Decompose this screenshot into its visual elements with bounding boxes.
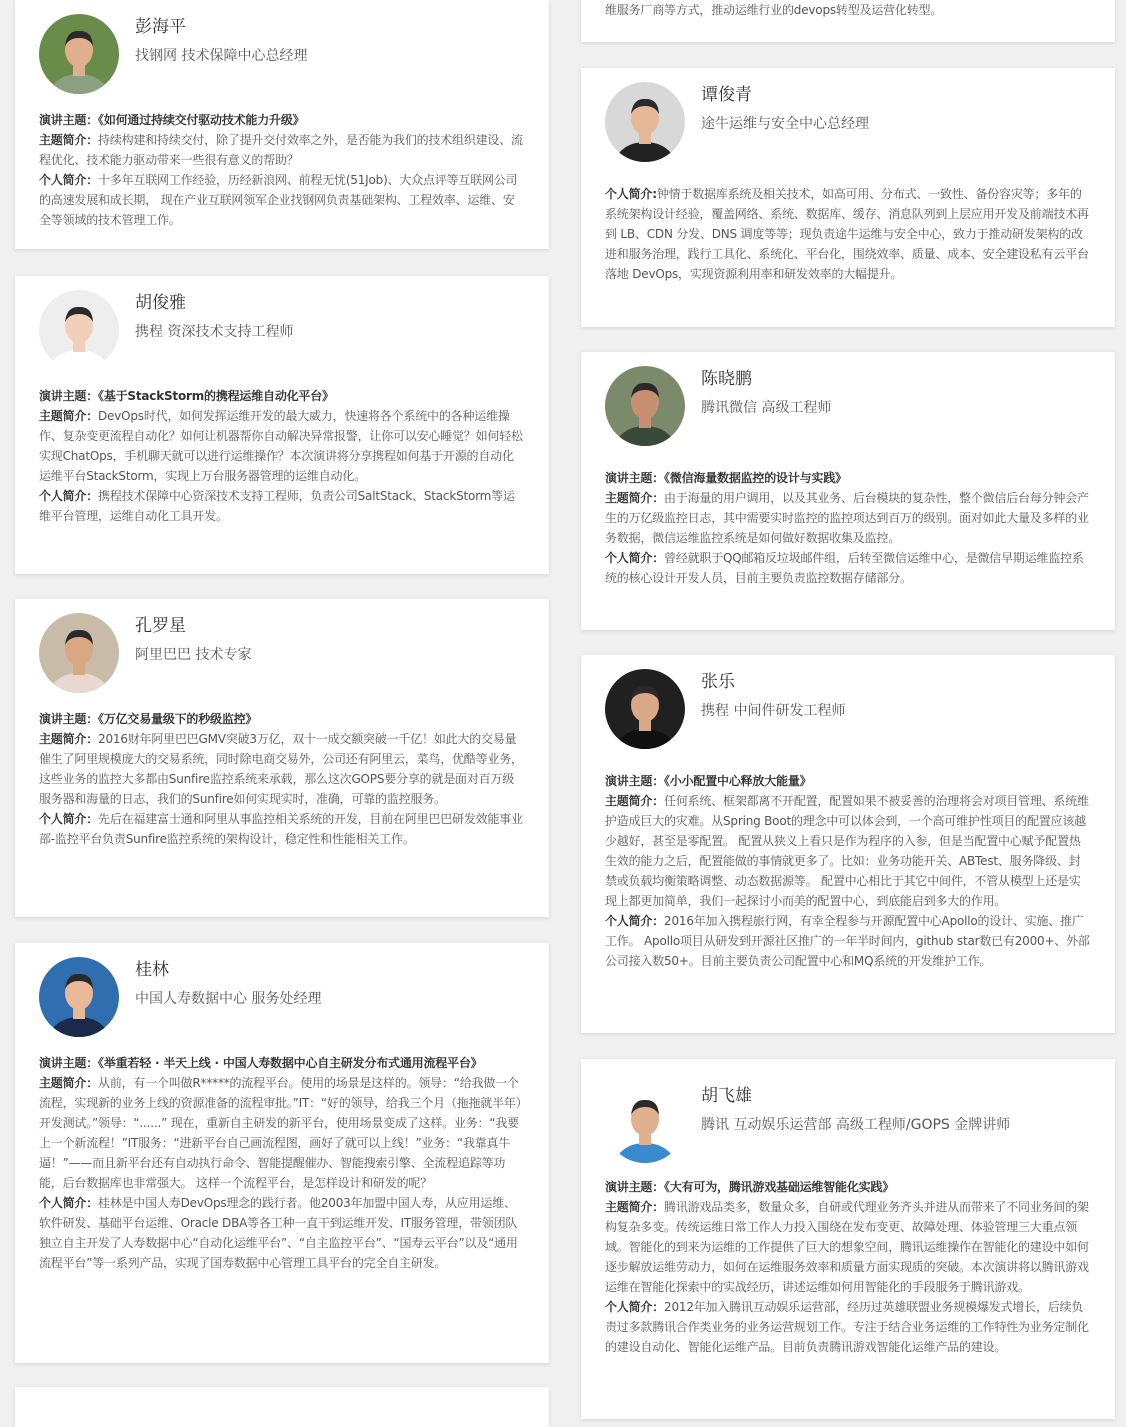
avatar bbox=[39, 290, 119, 370]
speaker-card bbox=[15, 599, 549, 917]
speaker-bio: 桂林是中国人寿DevOps理念的践行者。他2003年加盟中国人寿，从应用运维、软件研发、基础平台运维、Oracle DBA等各工种一直干到运维开发、IT服务管理，带领团队独立自主开发了人寿数据中心“自动化运维平台”、“自主监控平台”、“国寿云平台”以及“通用流程平台”等一系列产品，实现了国寿数据中心管理工具平台的完全自主研发。 bbox=[39, 1196, 518, 1270]
speaker-body bbox=[39, 709, 525, 849]
speaker-card-partial bbox=[15, 1387, 549, 1427]
speaker-card-tail bbox=[581, 0, 1115, 42]
avatar bbox=[39, 14, 119, 94]
speaker-body bbox=[39, 1053, 525, 1273]
talk-summary: 由于海量的用户调用，以及其业务、后台模块的复杂性，整个微信后台每分钟会产生的万亿级监控日志，其中需要实时监控的监控项达到百万的级别。面对如此大量及多样的业务数据，微信运维监控系统是如何做好数据收集及监控。 bbox=[605, 491, 1089, 545]
speaker-card bbox=[581, 655, 1115, 1033]
speaker-body bbox=[39, 386, 525, 526]
summary-label: 主题简介： bbox=[39, 409, 99, 423]
person-portrait-icon bbox=[605, 82, 685, 162]
bio-label: 个人简介： bbox=[605, 1300, 665, 1314]
speaker-body bbox=[605, 468, 1091, 588]
talk-summary: DevOps时代，如何发挥运维开发的最大威力，快速将各个系统中的各种运维操作、复杂变更流程自动化？如何让机器帮你自动解决异常报警，让你可以安心睡觉？如何轻松实现ChatOps，手机聊天就可以进行运维操作？本次演讲将分享携程如何基于开源的自动化运维平台StackStorm，实现上万台服务器管理的运维自动化。 bbox=[39, 409, 523, 483]
bio-label: 个人简介: bbox=[605, 187, 657, 201]
speaker-bio: 先后在福建富士通和阿里从事监控相关系统的开发，目前在阿里巴巴研发效能事业部-监控平台负责Sunfire监控系统的架构设计，稳定性和性能相关工作。 bbox=[39, 812, 523, 846]
speaker-card bbox=[581, 352, 1115, 630]
speaker-bio: 曾经就职于QQ邮箱反垃圾邮件组，后转至微信运维中心，是微信早期运维监控系统的核心设计开发人员，目前主要负责监控数据存储部分。 bbox=[605, 551, 1084, 585]
speaker-header bbox=[39, 290, 525, 386]
talk-topic: 《如何通过持续交付驱动技术能力升级》 bbox=[98, 113, 305, 127]
speaker-card bbox=[15, 943, 549, 1363]
avatar bbox=[39, 957, 119, 1037]
speaker-card bbox=[581, 68, 1115, 327]
avatar bbox=[605, 1083, 685, 1163]
speaker-body bbox=[605, 1177, 1091, 1357]
person-portrait-icon bbox=[39, 613, 119, 693]
bio-label: 个人简介： bbox=[39, 489, 99, 503]
summary-label: 主题简介： bbox=[39, 1076, 99, 1090]
talk-topic: 《基于StackStorm的携程运维自动化平台》 bbox=[98, 389, 334, 403]
speaker-bio-tail: 维服务厂商等方式，推动运维行业的devops转型及运营化转型。 bbox=[605, 3, 943, 17]
talk-summary: 2016财年阿里巴巴GMV突破3万亿，双十一成交额突破一千亿！如此大的交易量催生了阿里规模庞大的交易系统，同时除电商交易外，公司还有阿里云，菜鸟，优酷等业务，这些业务的监控大多都由Sunfire监控系统来承载，那么这次GOPS要分享的就是面对百万级服务器和海量的日志，我们的Sunfire如何实现实时，准确，可靠的监控服务。 bbox=[39, 732, 523, 806]
speaker-bio: 携程技术保障中心资深技术支持工程师，负责公司SaltStack、StackStorm等运维平台管理，运维自动化工具开发。 bbox=[39, 489, 515, 523]
summary-label: 主题简介： bbox=[605, 1200, 665, 1214]
topic-label: 演讲主题： bbox=[39, 712, 99, 726]
talk-topic: 《小小配置中心释放大能量》 bbox=[664, 774, 812, 788]
topic-label: 演讲主题： bbox=[39, 389, 99, 403]
speaker-name: 张乐 bbox=[701, 672, 735, 692]
speaker-body bbox=[605, 184, 1091, 284]
summary-label: 主题简介： bbox=[605, 794, 665, 808]
summary-label: 主题简介： bbox=[605, 491, 665, 505]
bio-label: 个人简介： bbox=[39, 1196, 99, 1210]
speaker-title: 阿里巴巴 技术专家 bbox=[135, 647, 252, 663]
speaker-title: 途牛运维与安全中心总经理 bbox=[701, 116, 869, 132]
topic-label: 演讲主题： bbox=[39, 113, 99, 127]
bio-label: 个人简介： bbox=[605, 551, 665, 565]
talk-summary: 持续构建和持续交付，除了提升交付效率之外，是否能为我们的技术组织建设、流程优化、技术能力驱动带来一些很有意义的帮助？ bbox=[39, 133, 523, 167]
topic-label: 演讲主题： bbox=[39, 1056, 99, 1070]
talk-summary: 任何系统、框架都离不开配置，配置如果不被妥善的治理将会对项目管理、系统维护造成巨大的灾难。从Spring Boot的理念中可以体会到，一个高可维护性项目的配置应该越少越好，甚至是零配置。 配置从狭义上看只是作为程序的入参，但是当配置中心赋予配置热生效的能力之后，配置能做的事情就更多了。比如：业务功能开关、ABTest、服务降级、封禁或负载均衡策略调整、动态数据源等。 配置中心相比于其它中间件，不管从模型上还是实现上都更加简单，我们一起探讨小而美的配置中心，到底能启到多大的作用。 bbox=[605, 794, 1089, 908]
talk-summary: 腾讯游戏品类多，数量众多，自研或代理业务齐头并进从而带来了不同业务间的架构复杂多变。传统运维日常工作人力投入围绕在发布变更、故障处理、体验管理三大重点领域。智能化的到来为运维的工作提供了巨大的想象空间，腾讯运维操作在智能化的建设中如何逐步解放运维劳动力，如何在运维服务效率和质量方面实现质的突破。本次演讲将以腾讯游戏运维在智能化探索中的实战经历，讲述运维如何用智能化的手段服务于腾讯游戏。 bbox=[605, 1200, 1089, 1294]
person-portrait-icon bbox=[39, 14, 119, 94]
speaker-name: 彭海平 bbox=[135, 17, 186, 37]
speaker-header bbox=[605, 366, 1091, 468]
speaker-name: 胡俊雅 bbox=[135, 293, 186, 313]
speaker-bio: 钟情于数据库系统及相关技术，如高可用、分布式、一致性、备份容灾等；多年的系统架构设计经验，覆盖网络、系统、数据库、缓存、消息队列到上层应用开发及前端技术再到 LB、CDN 分发、DNS 调度等等；现负责途牛运维与安全中心，致力于推动研发架构的改进和服务治理，践行工具化、系统化、平台化，围绕效率、质量、成本、安全建设私有云平台落地 DevOps，实现资源利用率和研发效率的大幅提升。 bbox=[605, 187, 1089, 281]
speaker-body bbox=[39, 110, 525, 230]
speaker-name: 孔罗星 bbox=[135, 616, 186, 636]
speaker-header bbox=[605, 1073, 1091, 1177]
speaker-header bbox=[605, 669, 1091, 771]
talk-topic: 《微信海量数据监控的设计与实践》 bbox=[664, 471, 847, 485]
avatar bbox=[605, 669, 685, 749]
avatar bbox=[39, 613, 119, 693]
speaker-title: 携程 中间件研发工程师 bbox=[701, 703, 846, 719]
speaker-name: 陈晓鹏 bbox=[701, 369, 752, 389]
speaker-name: 桂林 bbox=[135, 960, 169, 980]
speaker-name: 谭俊青 bbox=[701, 85, 752, 105]
talk-topic: 《万亿交易量级下的秒级监控》 bbox=[98, 712, 258, 726]
speaker-title: 携程 资深技术支持工程师 bbox=[135, 324, 294, 340]
speaker-header bbox=[605, 82, 1091, 184]
speaker-card bbox=[581, 1059, 1115, 1419]
talk-summary: 从前，有一个叫做R*****的流程平台。使用的场景是这样的。领导：“给我做一个流程，实现新的业务上线的资源准备的流程审批。”IT：“好的领导，给我三个月（拖拖就半年）开发测试。”领导：“......” 现在，重新自主研发的新平台，使用场景变成了这样。业务：“我要上一个新流程！”IT服务：“进新平台自己画流程图，画好了就可以上线！”业务：“我靠真牛逼！”——而且新平台还有自动执行命令、智能提醒催办、智能搜索引擎、全流程追踪等功能，后台数据库也非常强大。 这样一个流程平台，是怎样设计和研发的呢？ bbox=[39, 1076, 522, 1190]
topic-label: 演讲主题： bbox=[605, 774, 665, 788]
person-portrait-icon bbox=[605, 366, 685, 446]
speaker-bio: 2012年加入腾讯互动娱乐运营部，经历过英雄联盟业务规模爆发式增长，后续负责过多款腾讯合作类业务的业务运营规划工作。专注于结合业务运维的工作特性为业务定制化的建设自动化、智能化运维产品。目前负责腾讯游戏智能化运维产品的建设。 bbox=[605, 1300, 1089, 1354]
summary-label: 主题简介： bbox=[39, 732, 99, 746]
topic-label: 演讲主题： bbox=[605, 471, 665, 485]
summary-label: 主题简介： bbox=[39, 133, 99, 147]
speaker-title: 腾讯 互动娱乐运营部 高级工程师/GOPS 金牌讲师 bbox=[701, 1117, 1011, 1133]
talk-topic: 《举重若轻 · 半天上线 · 中国人寿数据中心自主研发分布式通用流程平台》 bbox=[98, 1056, 483, 1070]
speaker-title: 中国人寿数据中心 服务处经理 bbox=[135, 991, 322, 1007]
speaker-title: 腾讯微信 高级工程师 bbox=[701, 400, 832, 416]
bio-label: 个人简介： bbox=[39, 812, 99, 826]
speaker-body bbox=[605, 771, 1091, 971]
avatar bbox=[605, 82, 685, 162]
speaker-title: 找钢网 技术保障中心总经理 bbox=[135, 48, 308, 64]
speaker-header bbox=[39, 613, 525, 709]
speaker-bio: 2016年加入携程旅行网，有幸全程参与开源配置中心Apollo的设计、实施、推广工作。 Apollo项目从研发到开源社区推广的一年半时间内，github star数已有2000+、外部公司接入数50+。目前主要负责公司配置中心和MQ系统的开发维护工作。 bbox=[605, 914, 1090, 968]
person-portrait-icon bbox=[605, 669, 685, 749]
person-portrait-icon bbox=[605, 1083, 685, 1163]
avatar bbox=[605, 366, 685, 446]
person-portrait-icon bbox=[39, 957, 119, 1037]
speaker-bio: 十多年互联网工作经验，历经新浪网、前程无忧(51Job)、大众点评等互联网公司的高速发展和成长期， 现在产业互联网领军企业找钢网负责基础架构、工程效率、运维、安全等领域的技术管理工作。 bbox=[39, 173, 518, 227]
topic-label: 演讲主题： bbox=[605, 1180, 665, 1194]
speaker-header bbox=[39, 957, 525, 1053]
speaker-card bbox=[15, 0, 549, 249]
bio-label: 个人简介： bbox=[39, 173, 99, 187]
bio-label: 个人简介： bbox=[605, 914, 665, 928]
talk-topic: 《大有可为，腾讯游戏基础运维智能化实践》 bbox=[664, 1180, 895, 1194]
person-portrait-icon bbox=[39, 290, 119, 370]
speaker-card bbox=[15, 276, 549, 574]
speaker-header bbox=[39, 14, 525, 110]
speaker-name: 胡飞雄 bbox=[701, 1086, 752, 1106]
